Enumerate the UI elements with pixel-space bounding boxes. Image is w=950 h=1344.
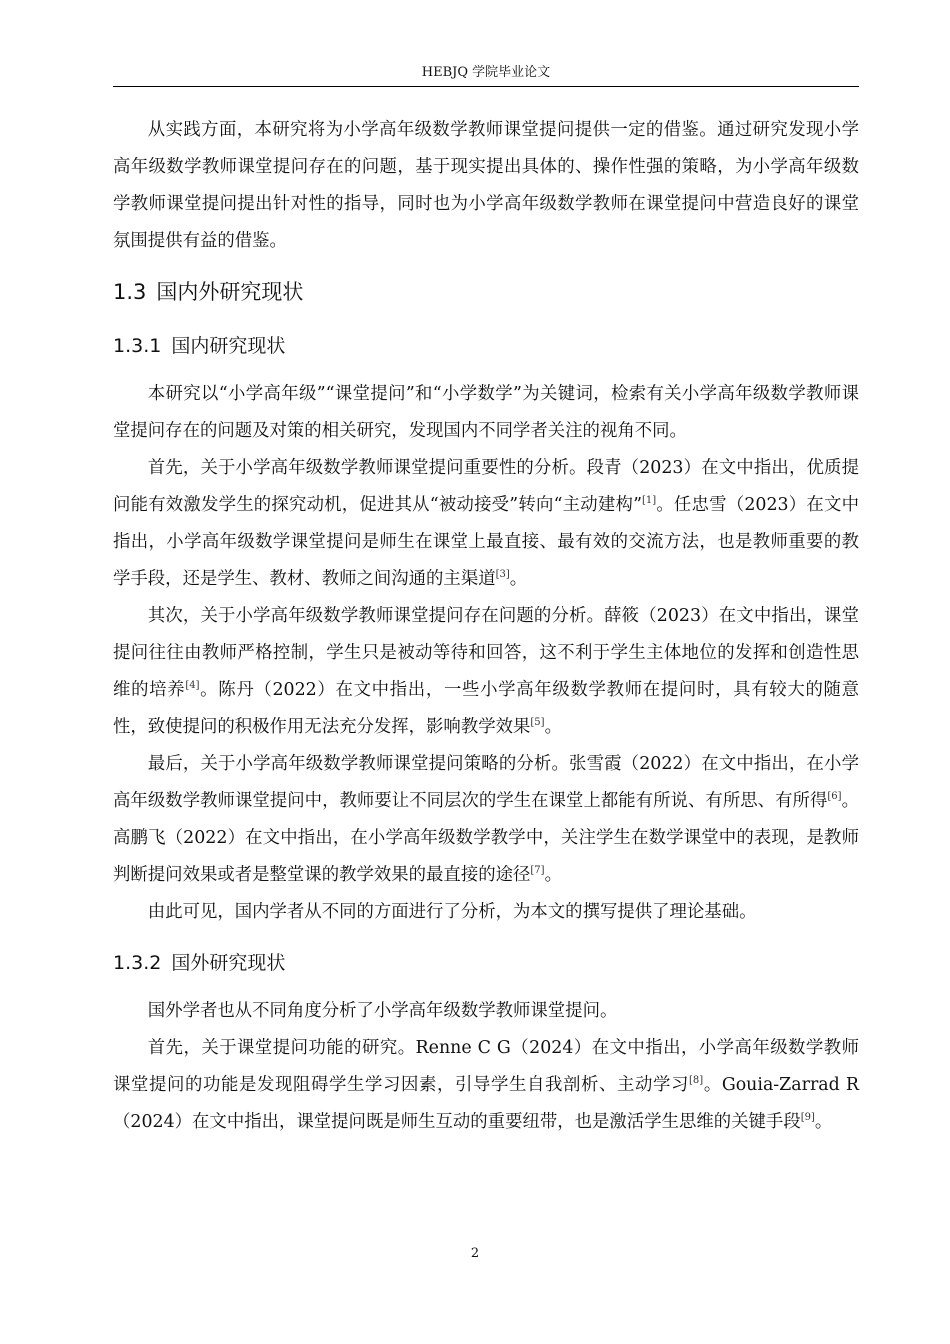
paragraph-text: 首先，关于小学高年级数学教师课堂提问重要性的分析。段青（2023）在文中指出，优质提问能有效激发学生的探究动机，促进其从“被动接受”转向“主动建构” [113,458,859,515]
section-heading-1-3-2 [113,943,859,983]
paragraph [113,1030,859,1141]
section-title: 国外研究现状 [171,952,286,974]
paragraph-text: 。Gouia-Zarrad R（2024）在文中指出，课堂提问既是师生互动的重要纽带，也是激活学生思维的关键手段 [113,1075,859,1132]
paragraph-text: 。任忠雪（2023）在文中指出，小学高年级数学课堂提问是师生在课堂上最直接、最有效的交流方法，也是教师重要的教学手段，还是学生、教材、教师之间沟通的主渠道 [113,495,859,589]
citation: [6] [827,791,842,803]
paragraph-text: 最后，关于小学高年级数学教师课堂提问策略的分析。张雪霞（2022）在文中指出，在小学高年级数学教师课堂提问中，教师要让不同层次的学生在课堂上都能有所说、有所思、有所得 [113,754,859,811]
paragraph-text: 。 [544,717,562,737]
citation: [4] [185,680,200,692]
citation: [5] [530,717,545,729]
paragraph: 由此可见，国内学者从不同的方面进行了分析，为本文的撰写提供了理论基础。 [147,902,757,922]
paragraph: 国外学者也从不同角度分析了小学高年级数学教师课堂提问。 [147,1001,618,1021]
page-header: HEBJQ 学院毕业论文 [113,60,859,87]
citation: [1] [641,495,657,507]
paragraph-text: 。陈丹（2022）在文中指出，一些小学高年级数学教师在提问时，具有较大的随意性，致使提问的积极作用无法充分发挥，影响教学效果 [113,680,859,737]
section-number: 1.3 [113,280,147,304]
intro-paragraph: 从实践方面，本研究将为小学高年级数学教师课堂提问提供一定的借鉴。通过研究发现小学高年级数学教师课堂提问存在的问题，基于现实提出具体的、操作性强的策略，为小学高年级数学教师课堂提问提出针对性的指导，同时也为小学高年级数学教师在课堂提问中营造良好的课堂氛围提供有益的借鉴。 [113,120,859,251]
section-title: 国内研究现状 [171,335,286,357]
paragraph-text: 其次，关于小学高年级数学教师课堂提问存在问题的分析。薛筱（2023）在文中指出，课堂提问往往由教师严格控制，学生只是被动等待和回答，这不利于学生主体地位的发挥和创造性思维的培养 [113,606,859,700]
paragraph-text: 。 [509,569,528,589]
section-number: 1.3.2 [113,952,162,974]
citation: [9] [800,1112,815,1124]
citation: [8] [689,1075,704,1087]
citation: [7] [530,865,545,877]
section-heading-1-3 [113,272,859,312]
paragraph-text: 。高鹏飞（2022）在文中指出，在小学高年级数学教学中，关注学生在数学课堂中的表现，是教师判断提问效果或者是整堂课的教学效果的最直接的途径 [113,791,859,885]
paragraph: 本研究以“小学高年级”“课堂提问”和“小学数学”为关键词，检索有关小学高年级数学教师课堂提问存在的问题及对策的相关研究，发现国内不同学者关注的视角不同。 [113,384,859,441]
section-number: 1.3.1 [113,335,162,357]
paragraph-text: 。 [814,1112,833,1132]
citation: [3] [495,569,510,581]
paragraph [113,598,859,746]
page-number: 2 [470,1246,480,1261]
paragraph [113,450,859,598]
section-heading-1-3-1 [113,326,859,366]
paragraph-text: 。 [544,865,562,885]
page-content [113,112,859,1141]
paragraph [113,746,859,894]
paragraph-text: 首先，关于课堂提问功能的研究。Renne C G（2024）在文中指出，小学高年级数学教师课堂提问的功能是发现阻碍学生学习因素，引导学生自我剖析、主动学习 [113,1038,859,1095]
section-title: 国内外研究现状 [156,280,304,304]
